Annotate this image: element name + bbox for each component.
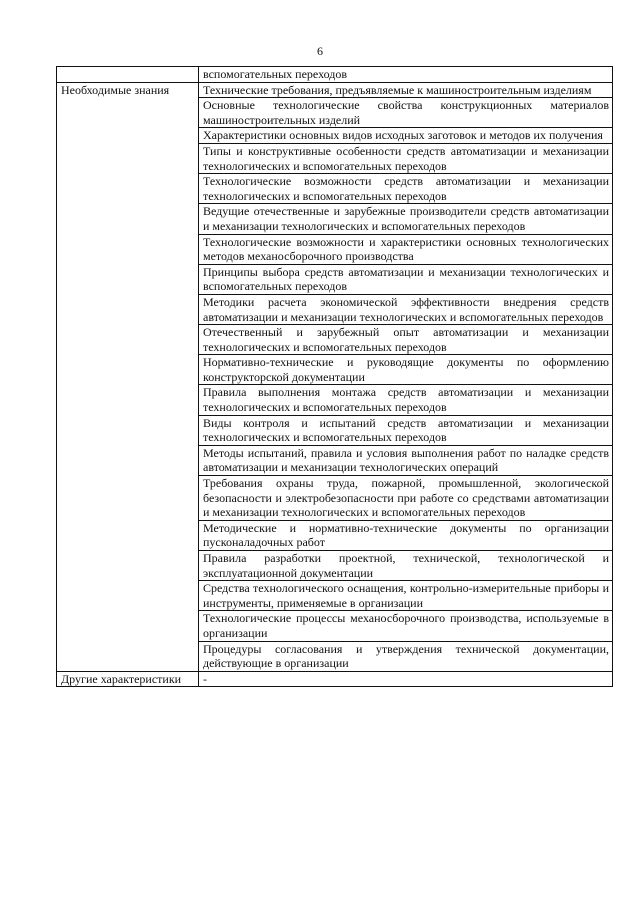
knowledge-item: Правила разработки проектной, технической, технологической и эксплуатационной документации <box>199 551 613 581</box>
knowledge-row <box>57 82 613 98</box>
knowledge-item: Основные технологические свойства конструкционных материалов машиностроительных изделий <box>199 98 613 128</box>
knowledge-item: Технические требования, предъявляемые к машиностроительным изделиям <box>199 82 613 98</box>
knowledge-item: Принципы выбора средств автоматизации и механизации технологических и вспомогательных переходов <box>199 264 613 294</box>
knowledge-item: Ведущие отечественные и зарубежные производители средств автоматизации и механизации технологических и вспомогательных переходов <box>199 204 613 234</box>
continuation-text: вспомогательных переходов <box>199 67 613 83</box>
knowledge-item: Технологические процессы механосборочного производства, используемые в организации <box>199 611 613 641</box>
knowledge-item: Средства технологического оснащения, контрольно-измерительные приборы и инструменты, применяемые в организации <box>199 581 613 611</box>
knowledge-item: Нормативно-технические и руководящие документы по оформлению конструкторской документации <box>199 355 613 385</box>
knowledge-item: Виды контроля и испытаний средств автоматизации и механизации технологических и вспомогательных переходов <box>199 415 613 445</box>
knowledge-item: Типы и конструктивные особенности средств автоматизации и механизации технологических и вспомогательных переходов <box>199 143 613 173</box>
page-number: 6 <box>317 44 323 58</box>
knowledge-item: Процедуры согласования и утверждения технической документации, действующие в организации <box>199 641 613 671</box>
knowledge-item: Отечественный и зарубежный опыт автоматизации и механизации технологических и вспомогательных переходов <box>199 325 613 355</box>
knowledge-section-label: Необходимые знания <box>57 82 199 671</box>
requirements-table <box>56 66 613 687</box>
knowledge-item: Методы испытаний, правила и условия выполнения работ по наладке средств автоматизации и механизации технологических операций <box>199 445 613 475</box>
other-characteristics-row <box>57 671 613 687</box>
continuation-row <box>57 67 613 83</box>
other-characteristics-label: Другие характеристики <box>57 671 199 687</box>
knowledge-item: Технологические возможности и характеристики основных технологических методов механосборочного производства <box>199 234 613 264</box>
knowledge-item: Методические и нормативно-технические документы по организации пусконаладочных работ <box>199 520 613 550</box>
knowledge-item: Технологические возможности средств автоматизации и механизации технологических и вспомогательных переходов <box>199 174 613 204</box>
continuation-label <box>57 67 199 83</box>
knowledge-item: Требования охраны труда, пожарной, промышленной, экологической безопасности и электробезопасности при работе со средствами автоматизации и механизации технологических и вспомогательных переходов <box>199 476 613 521</box>
other-characteristics-value: - <box>199 671 613 687</box>
knowledge-item: Методики расчета экономической эффективности внедрения средств автоматизации и механизации технологических и вспомогательных переходов <box>199 294 613 324</box>
knowledge-item: Правила выполнения монтажа средств автоматизации и механизации технологических и вспомогательных переходов <box>199 385 613 415</box>
knowledge-item: Характеристики основных видов исходных заготовок и методов их получения <box>199 128 613 144</box>
